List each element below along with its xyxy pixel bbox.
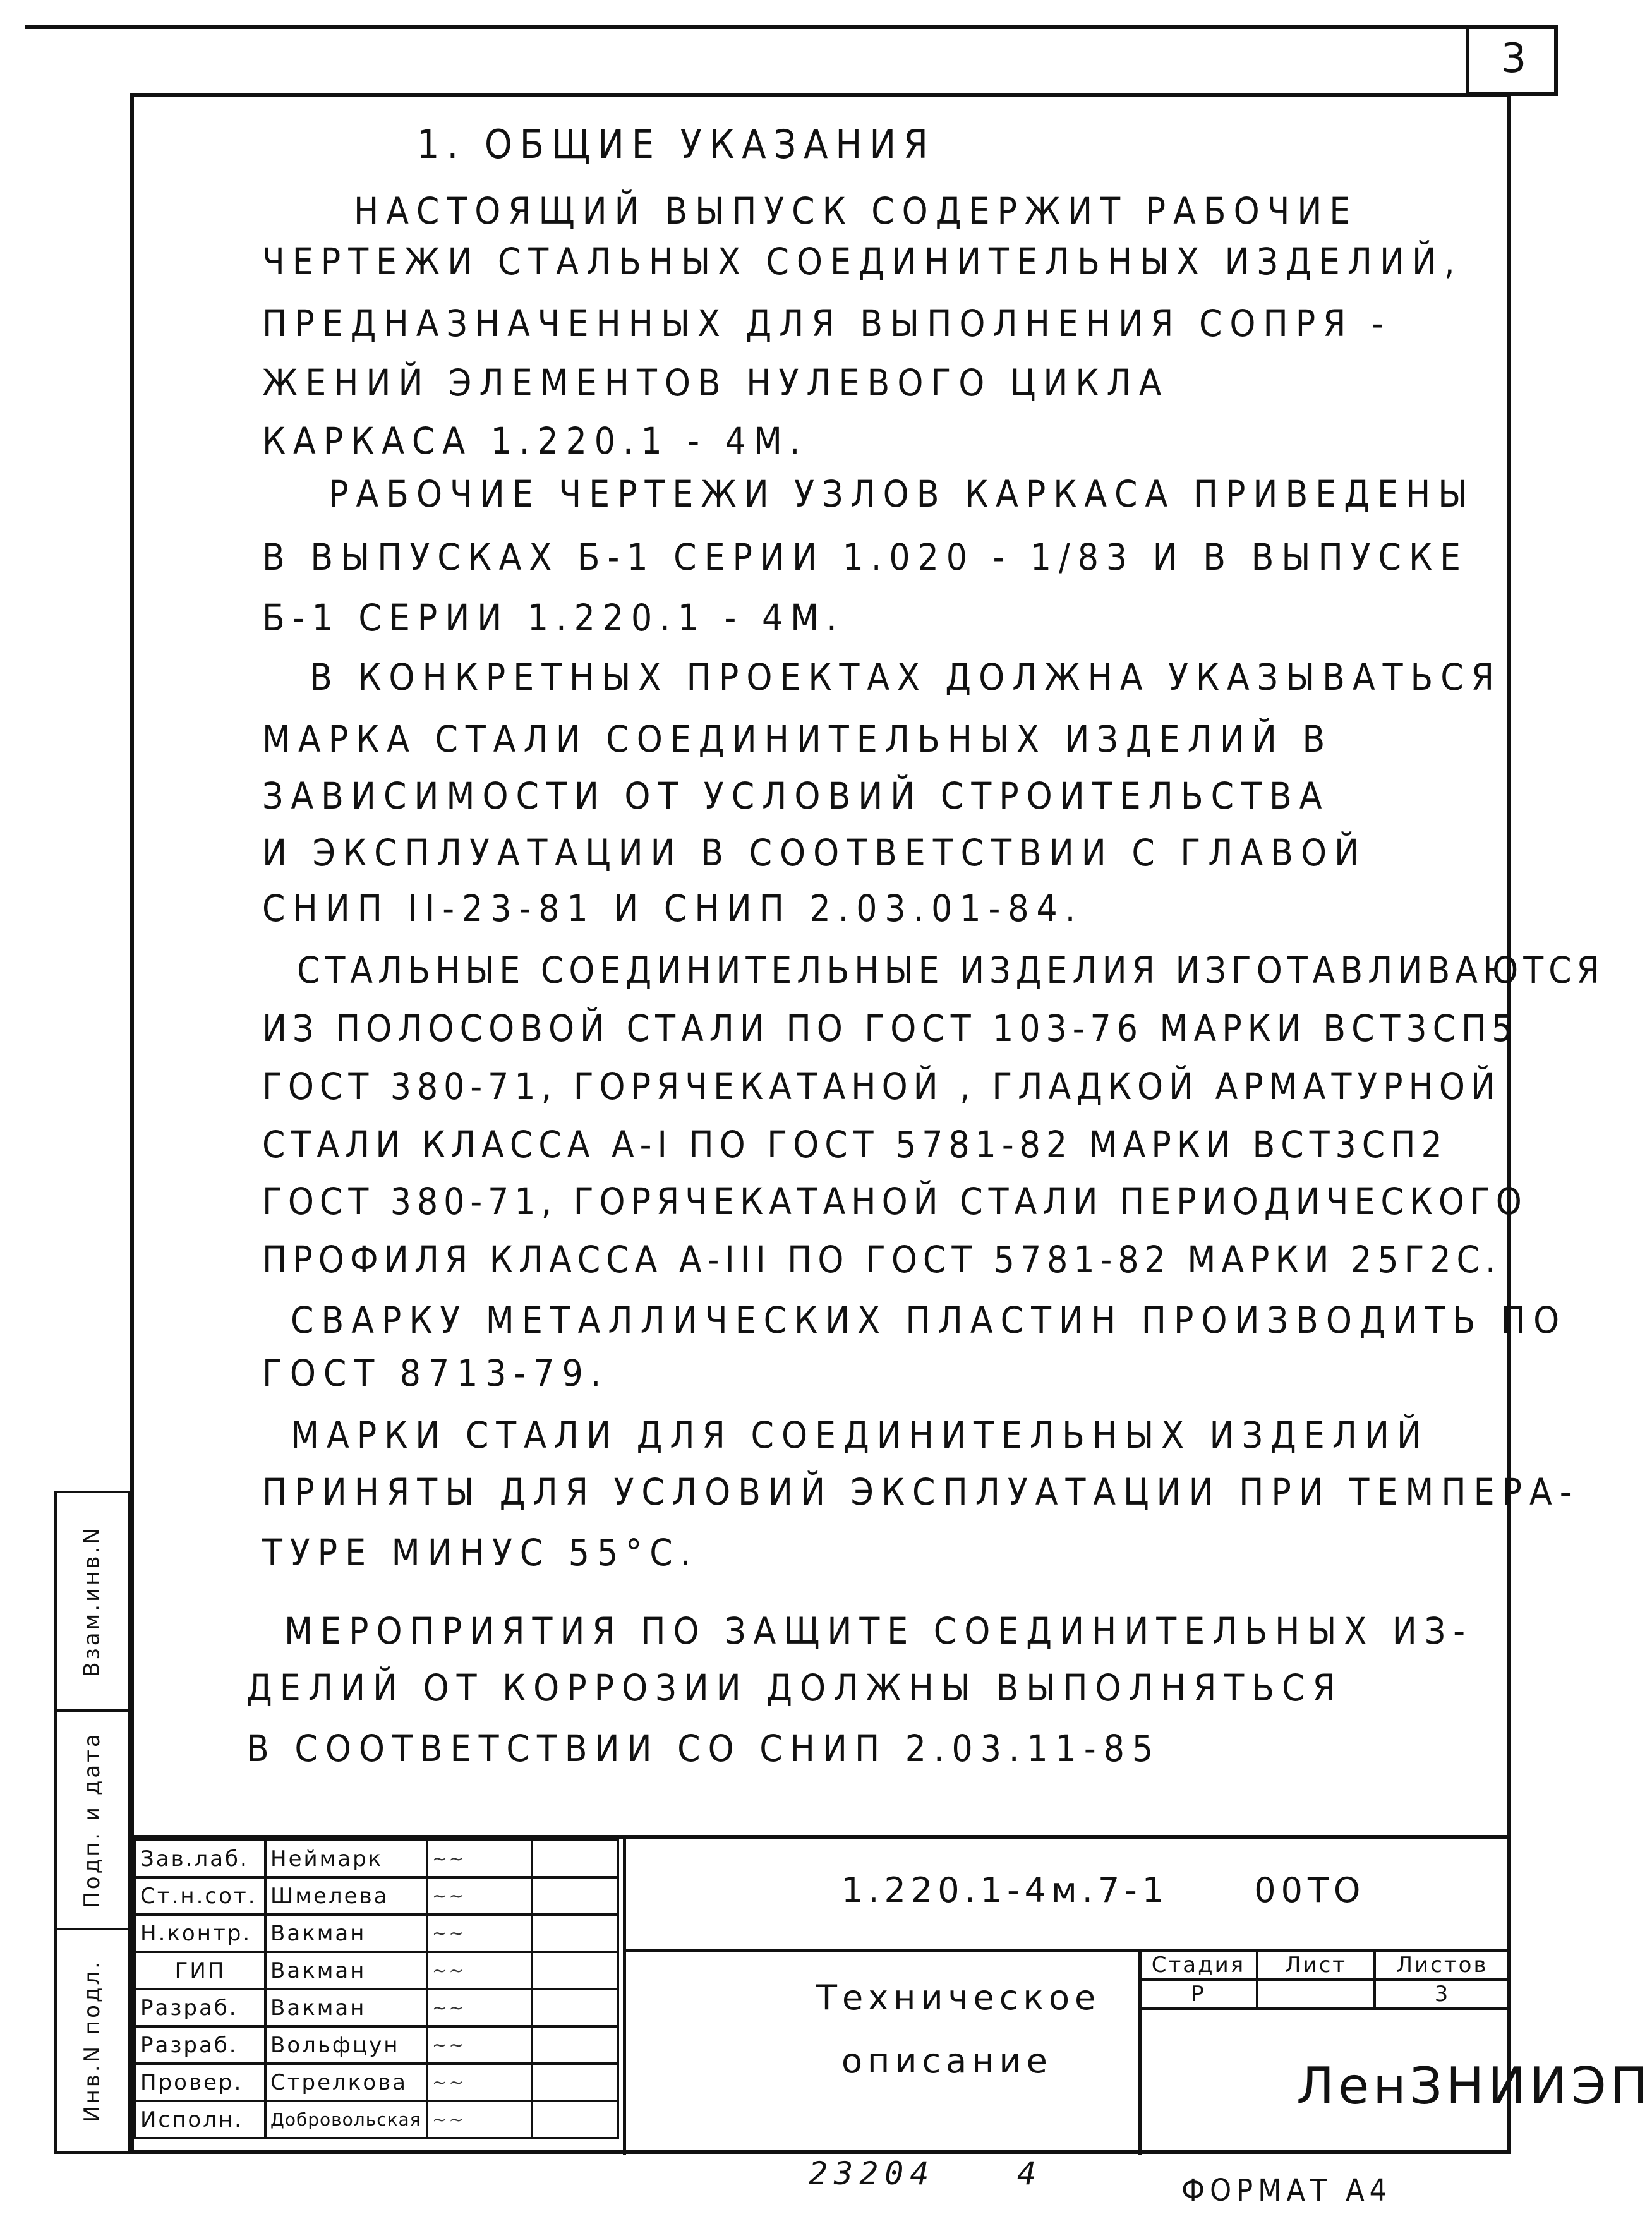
staff-role: Исполн. xyxy=(135,2101,265,2138)
staff-role: Зав.лаб. xyxy=(135,1840,265,1877)
body-line: ДЕЛИЙ ОТ КОРРОЗИИ ДОЛЖНЫ ВЫПОЛНЯТЬСЯ xyxy=(246,1666,1343,1709)
stage-header-row xyxy=(1140,1951,1510,1980)
staff-name: Стрелкова xyxy=(265,2064,427,2101)
side-cell-inventory xyxy=(54,1928,130,2154)
sheets-total-header: Листов xyxy=(1375,1951,1510,1980)
staff-row xyxy=(135,1989,618,2026)
staff-row xyxy=(135,1915,618,1952)
date-cell xyxy=(532,2064,618,2101)
body-line: РАБОЧИЕ ЧЕРТЕЖИ УЗЛОВ КАРКАСА ПРИВЕДЕНЫ xyxy=(329,472,1475,515)
body-line: СТАЛЬНЫЕ СОЕДИНИТЕЛЬНЫЕ ИЗДЕЛИЯ ИЗГОТАВЛИВАЮТСЯ xyxy=(297,949,1605,992)
staff-role: Провер. xyxy=(135,2064,265,2101)
document-title-line-2: описание xyxy=(841,2041,1052,2081)
body-line: ПРИНЯТЫ ДЛЯ УСЛОВИЙ ЭКСПЛУАТАЦИИ ПРИ ТЕМПЕРА- xyxy=(262,1470,1579,1513)
body-line: И ЭКСПЛУАТАЦИИ В СООТВЕТСТВИИ С ГЛАВОЙ xyxy=(262,831,1367,874)
stage-header: Стадия xyxy=(1140,1951,1257,1980)
body-line: ПРОФИЛЯ КЛАССА А-III ПО ГОСТ 5781-82 МАРКИ 25Г2С. xyxy=(262,1238,1502,1281)
stamp-divider-vertical xyxy=(623,1839,626,2155)
side-label: Подп. и дата xyxy=(80,1731,106,1908)
body-line: СТАЛИ КЛАССА А-I ПО ГОСТ 5781-82 МАРКИ ВСТ3СП2 xyxy=(262,1123,1448,1166)
body-line: МАРКИ СТАЛИ ДЛЯ СОЕДИНИТЕЛЬНЫХ ИЗДЕЛИЙ xyxy=(291,1414,1430,1457)
sheet-number-box xyxy=(1466,25,1558,96)
side-cell-signature-date xyxy=(54,1709,130,1930)
side-label: Инв.N подл. xyxy=(80,1959,106,2122)
body-line: ИЗ ПОЛОСОВОЙ СТАЛИ ПО ГОСТ 103-76 МАРКИ ВСТ3СП5 xyxy=(262,1007,1519,1050)
body-line: КАРКАСА 1.220.1 - 4М. xyxy=(262,419,808,462)
body-line: МАРКА СТАЛИ СОЕДИНИТЕЛЬНЫХ ИЗДЕЛИЙ В xyxy=(262,718,1333,761)
staff-row xyxy=(135,1877,618,1915)
date-cell xyxy=(532,2101,618,2138)
staff-role: Н.контр. xyxy=(135,1915,265,1952)
sheets-total-value: 3 xyxy=(1375,1980,1510,2009)
side-label: Взам.инв.N xyxy=(80,1525,105,1677)
body-line: В СООТВЕТСТВИИ СО СНИП 2.03.11-85 xyxy=(246,1727,1161,1770)
title-block xyxy=(130,1835,1652,2154)
signature: ~~ xyxy=(427,1989,532,2026)
section-heading: 1. ОБЩИЕ УКАЗАНИЯ xyxy=(417,121,936,167)
staff-name: Неймарк xyxy=(265,1840,427,1877)
outer-frame-top-line xyxy=(25,25,1558,29)
side-cell-substitution xyxy=(54,1491,130,1712)
signature: ~~ xyxy=(427,1877,532,1915)
staff-name: Вакман xyxy=(265,1915,427,1952)
body-line: ЧЕРТЕЖИ СТАЛЬНЫХ СОЕДИНИТЕЛЬНЫХ ИЗДЕЛИЙ, xyxy=(262,240,1462,283)
document-code xyxy=(841,1870,1365,1910)
body-line: ГОСТ 380-71, ГОРЯЧЕКАТАНОЙ СТАЛИ ПЕРИОДИЧЕСКОГО xyxy=(262,1180,1528,1223)
sheet-header: Лист xyxy=(1257,1951,1375,1980)
body-line: Б-1 СЕРИИ 1.220.1 - 4М. xyxy=(262,596,845,639)
signature: ~~ xyxy=(427,1840,532,1877)
signature: ~~ xyxy=(427,2064,532,2101)
staff-role: Разраб. xyxy=(135,2026,265,2064)
date-cell xyxy=(532,1915,618,1952)
stage-value-row xyxy=(1140,1980,1510,2009)
stage-value: Р xyxy=(1140,1980,1257,2009)
staff-role: Ст.н.сот. xyxy=(135,1877,265,1915)
stage-table xyxy=(1138,1949,1511,2010)
body-line: ГОСТ 380-71, ГОРЯЧЕКАТАНОЙ , ГЛАДКОЙ АРМАТУРНОЙ xyxy=(262,1065,1501,1108)
body-line: ГОСТ 8713-79. xyxy=(262,1352,609,1395)
document-code-main: 1.220.1-4м.7-1 xyxy=(841,1870,1169,1910)
staff-row xyxy=(135,2101,618,2138)
signature: ~~ xyxy=(427,1952,532,1989)
date-cell xyxy=(532,1877,618,1915)
staff-name: Вакман xyxy=(265,1989,427,2026)
body-line: В КОНКРЕТНЫХ ПРОЕКТАХ ДОЛЖНА УКАЗЫВАТЬСЯ xyxy=(310,656,1502,699)
staff-role: Разраб. xyxy=(135,1989,265,2026)
staff-name: Вольфцун xyxy=(265,2026,427,2064)
body-line: НАСТОЯЩИЙ ВЫПУСК СОДЕРЖИТ РАБОЧИЕ xyxy=(354,189,1358,232)
body-line: ПРЕДНАЗНАЧЕННЫХ ДЛЯ ВЫПОЛНЕНИЯ СОПРЯ - xyxy=(262,302,1391,345)
date-cell xyxy=(532,2026,618,2064)
staff-row xyxy=(135,1840,618,1877)
body-line: МЕРОПРИЯТИЯ ПО ЗАЩИТЕ СОЕДИНИТЕЛЬНЫХ ИЗ- xyxy=(284,1609,1473,1652)
staff-name: Вакман xyxy=(265,1952,427,1989)
document-code-suffix: 00ТО xyxy=(1254,1870,1366,1910)
signature: ~~ xyxy=(427,1915,532,1952)
organization-name: ЛенЗНИИЭП xyxy=(1296,2057,1652,2115)
staff-name: Шмелева xyxy=(265,1877,427,1915)
staff-name: Добровольская xyxy=(265,2101,427,2138)
date-cell xyxy=(532,1840,618,1877)
body-line: ТУРЕ МИНУС 55°С. xyxy=(262,1531,699,1574)
staff-row xyxy=(135,2026,618,2064)
body-line: В ВЫПУСКАХ Б-1 СЕРИИ 1.020 - 1/83 И В ВЫПУСКЕ xyxy=(262,536,1468,579)
format-label: ФОРМАТ А4 xyxy=(1181,2173,1392,2208)
body-line: СНИП II-23-81 И СНИП 2.03.01-84. xyxy=(262,887,1083,930)
body-line: ЖЕНИЙ ЭЛЕМЕНТОВ НУЛЕВОГО ЦИКЛА xyxy=(262,361,1169,404)
date-cell xyxy=(532,1989,618,2026)
body-line: ЗАВИСИМОСТИ ОТ УСЛОВИЙ СТРОИТЕЛЬСТВА xyxy=(262,774,1330,817)
staff-table xyxy=(134,1839,619,2139)
date-cell xyxy=(532,1952,618,1989)
staff-role: ГИП xyxy=(135,1952,265,1989)
signature: ~~ xyxy=(427,2026,532,2064)
document-title-line-1: Техническое xyxy=(816,1978,1101,2018)
signature: ~~ xyxy=(427,2101,532,2138)
staff-row xyxy=(135,2064,618,2101)
sheet-value xyxy=(1257,1980,1375,2009)
staff-row xyxy=(135,1952,618,1989)
sheet-number: 3 xyxy=(1500,35,1527,82)
body-line: СВАРКУ МЕТАЛЛИЧЕСКИХ ПЛАСТИН ПРОИЗВОДИТЬ ПО xyxy=(291,1299,1567,1342)
side-strip xyxy=(54,1491,130,2154)
archive-page: 4 xyxy=(1017,2155,1043,2192)
archive-number: 23204 xyxy=(809,2155,936,2192)
